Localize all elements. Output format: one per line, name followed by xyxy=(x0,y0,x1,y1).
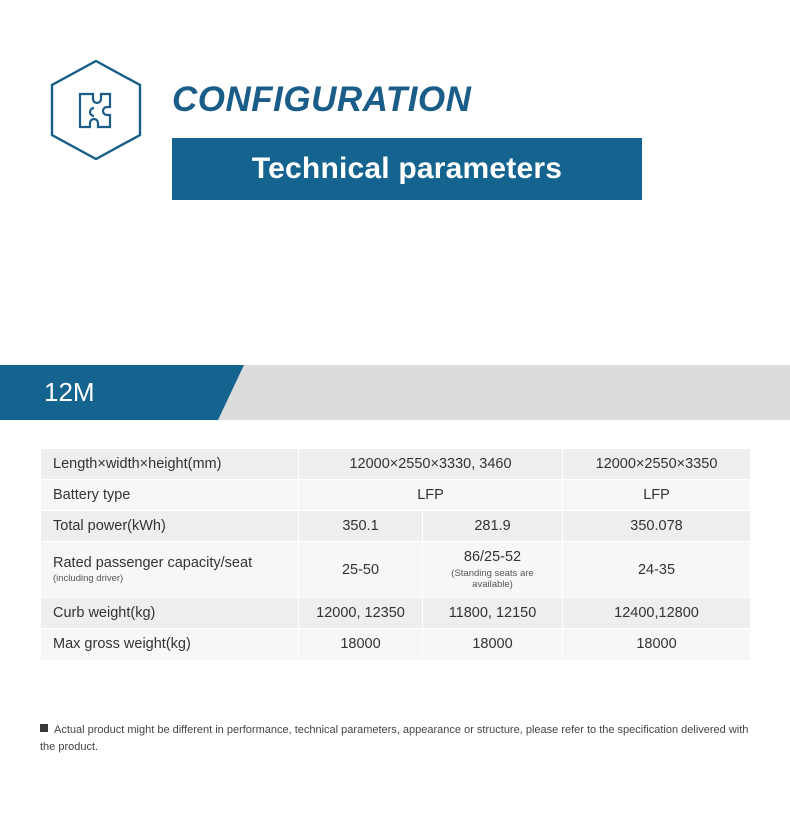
row-value: 350.1 xyxy=(299,511,423,542)
table-row xyxy=(41,449,751,480)
row-value: 12000, 12350 xyxy=(299,598,423,629)
square-bullet-icon xyxy=(40,724,48,732)
table-row xyxy=(41,598,751,629)
row-value: 25-50 xyxy=(299,542,423,598)
table-row xyxy=(41,511,751,542)
row-value: 24-35 xyxy=(563,542,751,598)
footnote xyxy=(40,722,756,755)
model-label: 12M xyxy=(44,377,95,407)
puzzle-hexagon-icon xyxy=(48,58,144,162)
row-value: 12400,12800 xyxy=(563,598,751,629)
row-value xyxy=(423,542,563,598)
technical-parameters-table xyxy=(40,448,751,661)
table-row xyxy=(41,629,751,660)
model-tag xyxy=(0,365,218,420)
row-label: Max gross weight(kg) xyxy=(41,629,299,660)
table-row xyxy=(41,480,751,511)
row-value: 18000 xyxy=(423,629,563,660)
row-value: 12000×2550×3330, 3460 xyxy=(299,449,563,480)
row-value: 11800, 12150 xyxy=(423,598,563,629)
table-body xyxy=(41,449,751,661)
row-label: Length×width×height(mm) xyxy=(41,449,299,480)
row-value: 18000 xyxy=(299,629,423,660)
row-value: 350.078 xyxy=(563,511,751,542)
row-label xyxy=(41,542,299,598)
row-value: LFP xyxy=(299,480,563,511)
row-value: 12000×2550×3350 xyxy=(563,449,751,480)
row-value: LFP xyxy=(563,480,751,511)
row-value-note: (Standing seats are available) xyxy=(451,567,534,591)
row-label: Curb weight(kg) xyxy=(41,598,299,629)
row-label-sub: (including driver) xyxy=(53,573,124,585)
row-value: 281.9 xyxy=(423,511,563,542)
footnote-text: Actual product might be different in performance, technical parameters, appearance or structure, please refer to the specification delivered with the product. xyxy=(40,724,749,753)
row-label: Total power(kWh) xyxy=(41,511,299,542)
page-header xyxy=(0,0,790,215)
row-label: Battery type xyxy=(41,480,299,511)
row-value: 18000 xyxy=(563,629,751,660)
table-row xyxy=(41,542,751,598)
row-label-main: Rated passenger capacity/seat xyxy=(53,555,253,572)
technical-parameters-label: Technical parameters xyxy=(251,152,563,185)
row-value-main: 86/25-52 xyxy=(463,549,522,566)
page-title: CONFIGURATION xyxy=(172,80,472,119)
model-tag-arrow xyxy=(218,365,244,420)
technical-parameters-banner xyxy=(172,138,642,200)
